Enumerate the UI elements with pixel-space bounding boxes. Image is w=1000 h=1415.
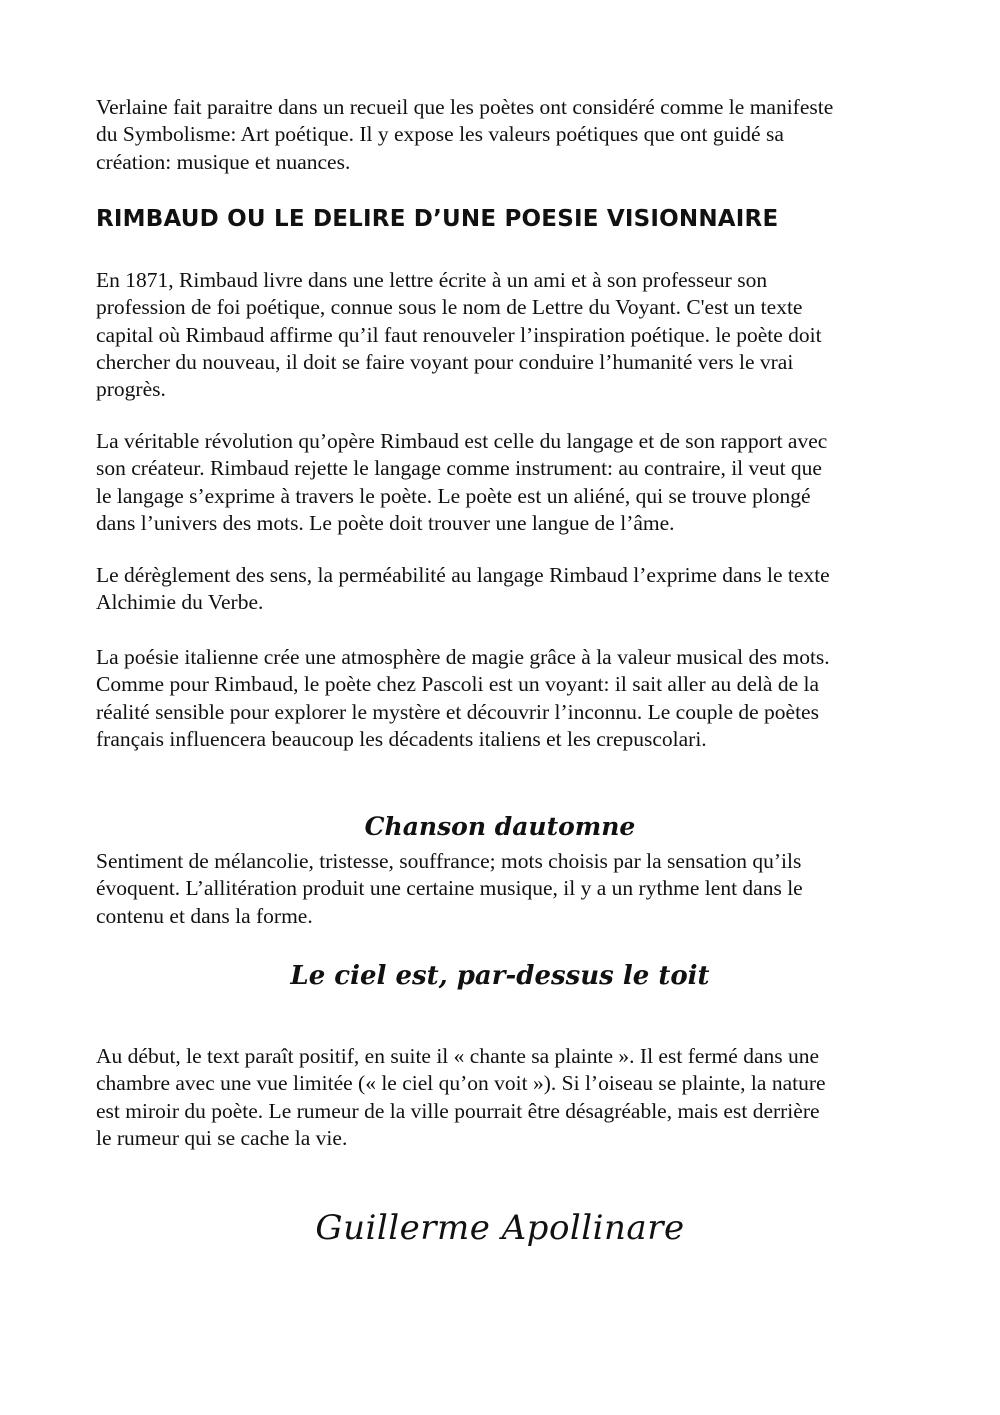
text-line: Verlaine fait paraitre dans un recueil que les poètes ont considéré comme le manifeste: [96, 95, 834, 119]
paragraph-lettre-du-voyant: [96, 267, 916, 403]
paragraph-poesie-italienne: [96, 644, 916, 753]
text-line: La véritable révolution qu’opère Rimbaud est celle du langage et de son rapport avec: [96, 429, 828, 453]
text-line: est miroir du poète. Le rumeur de la ville pourrait être désagréable, mais est derrière: [96, 1098, 820, 1123]
poem-title-chanson-dautomne: Chanson dautomne: [364, 812, 636, 841]
text-line: progrès.: [96, 377, 166, 402]
text-line: Alchimie du Verbe.: [96, 590, 264, 615]
text-line: dans l’univers des mots. Le poète doit trouver une langue de l’âme.: [96, 510, 675, 535]
paragraph-revolution-langage: [96, 428, 916, 537]
paragraph-chanson-analysis: [96, 848, 916, 930]
text-line: français influencera beaucoup les décadents italiens et les crepuscolari.: [96, 726, 707, 751]
text-line: Au début, le text paraît positif, en suite il « chante sa plainte ». Il est fermé dans une: [96, 1044, 820, 1068]
text-line: Sentiment de mélancolie, tristesse, souffrance; mots choisis par la sensation qu’ils: [96, 849, 802, 873]
poem-title-le-ciel: Le ciel est, par-dessus le toit: [290, 961, 710, 991]
text-line: réalité sensible pour explorer le mystère et découvrir l’inconnu. Le couple de poètes: [96, 699, 819, 724]
text-line: profession de foi poétique, connue sous le nom de Lettre du Voyant. C'est un texte: [96, 295, 803, 320]
text-line: Comme pour Rimbaud, le poète chez Pascoli est un voyant: il sait aller au delà de la: [96, 672, 820, 697]
text-line: chambre avec une vue limitée (« le ciel qu’on voit »). Si l’oiseau se plainte, la nature: [96, 1071, 826, 1096]
text-line: son créateur. Rimbaud rejette le langage comme instrument: au contraire, il veut que: [96, 456, 822, 481]
paragraph-dereglement: [96, 562, 916, 617]
text-line: du Symbolisme: Art poétique. Il y expose les valeurs poétiques que ont guidé sa: [96, 122, 784, 147]
section-heading: RIMBAUD OU LE DELIRE D’UNE POESIE VISIONNAIRE: [96, 206, 779, 232]
text-line: contenu et dans la forme.: [96, 903, 313, 928]
paragraph-ciel-analysis: [96, 1043, 916, 1152]
text-line: évoquent. L’allitération produit une certaine musique, il y a un rythme lent dans le: [96, 876, 803, 901]
poet-name-signature: Guillerme Apollinare: [315, 1208, 685, 1248]
text-line: La poésie italienne crée une atmosphère de magie grâce à la valeur musical des mots.: [96, 645, 830, 669]
text-line: création: musique et nuances.: [96, 149, 351, 174]
text-line: Le dérèglement des sens, la perméabilité au langage Rimbaud l’exprime dans le texte: [96, 563, 830, 587]
text-line: le rumeur qui se cache la vie.: [96, 1125, 348, 1150]
text-line: le langage s’exprime à travers le poète. Le poète est un aliéné, qui se trouve plongé: [96, 483, 811, 508]
text-line: capital où Rimbaud affirme qu’il faut renouveler l’inspiration poétique. le poète doit: [96, 322, 822, 347]
text-line: En 1871, Rimbaud livre dans une lettre écrite à un ami et à son professeur son: [96, 268, 768, 292]
text-line: chercher du nouveau, il doit se faire voyant pour conduire l’humanité vers le vrai: [96, 349, 794, 374]
intro-paragraph: [96, 94, 916, 176]
